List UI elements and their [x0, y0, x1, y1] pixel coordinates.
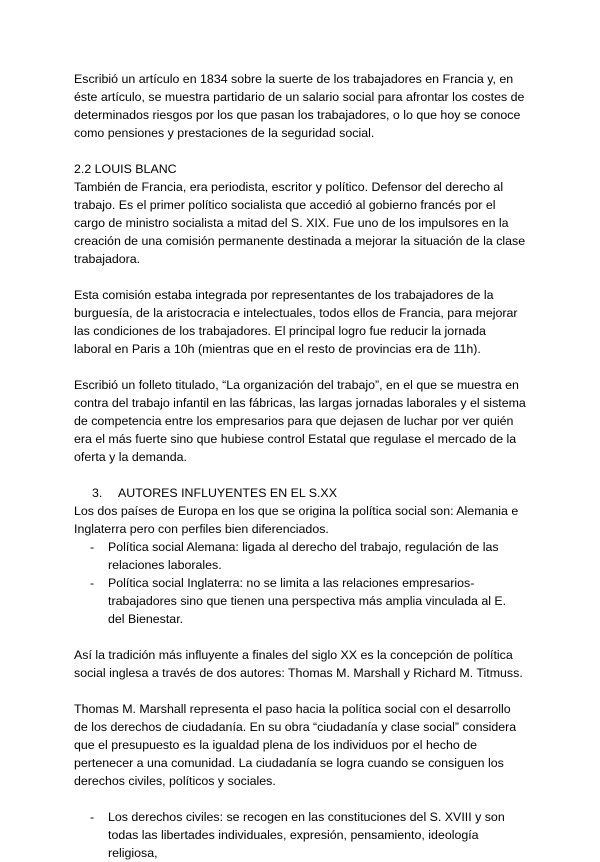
list-item [74, 808, 526, 862]
derechos-list [74, 808, 526, 862]
section-title: AUTORES INFLUYENTES EN EL S.XX [118, 486, 337, 500]
paragraph-louis-blanc-bio: También de Francia, era periodista, escritor y político. Defensor del derecho al trabajo. Es el primer político socialista que accedió al gobierno francés por el cargo de ministro socialista a mitad del S. XIX. Fue uno de los impulsores en la creación de una comisión permanente destinada a mejorar la situación de la clase trabajadora. [74, 180, 526, 266]
list-item-text: Política social Inglaterra: no se limita a las relaciones empresarios-trabajadores sino que tienen una perspectiva más amplia vinculada al E. del Bienestar. [108, 576, 507, 626]
list-item [74, 574, 526, 628]
paragraph-paises-europa: Los dos países de Europa en los que se origina la política social son: Alemania e Inglaterra pero con perfiles bien diferenciados. [74, 504, 519, 536]
paragraph-tradicion-inglesa: Así la tradición más influyente a finales del siglo XX es la concepción de política social inglesa a través de dos autores: Thomas M. Marshall y Richard M. Titmuss. [74, 648, 523, 680]
paragraph-marshall: Thomas M. Marshall representa el paso hacia la política social con el desarrollo de los derechos de ciudadanía. En su obra “ciudadanía y clase social” considera que el presupuesto es la igualdad plena de los individuos por el hecho de pertenecer a una comunidad. La ciudadanía se logra cuando se consiguen los derechos civiles, políticos y sociales. [74, 702, 517, 788]
dash-bullet: - [90, 810, 95, 824]
list-item-text: Los derechos civiles: se recogen en las constituciones del S. XVIII y son todas las libertades individuales, expresión, pensamiento, ideología religiosa, [108, 810, 505, 860]
dash-bullet: - [90, 576, 95, 590]
section-number: 3. [92, 486, 103, 500]
paragraph-owen-article: Escribió un artículo en 1834 sobre la suerte de los trabajadores en Francia y, en éste artículo, se muestra partidario de un salario social para afrontar los costes de determinados riesgos por los que pasan los trabajadores, o lo que hoy se conoce como pensiones y prestaciones de la seguridad social. [74, 72, 525, 140]
list-item [74, 538, 526, 574]
paragraph-comision: Esta comisión estaba integrada por representantes de los trabajadores de la burguesía, de la aristocracia e intelectuales, todos ellos de Francia, para mejorar las condiciones de los trabajadores. El principal logro fue reducir la jornada laboral en Paris a 10h (mientras que en el resto de provincias era de 11h). [74, 288, 518, 356]
dash-bullet: - [90, 540, 95, 554]
list-item-text: Política social Alemana: ligada al derecho del trabajo, regulación de las relaciones laborales. [108, 540, 499, 572]
paragraph-folleto: Escribió un folleto titulado, “La organización del trabajo”, en el que se muestra en contra del trabajo infantil en las fábricas, las largas jornadas laborales y el sistema de competencia entre los empresarios para que dejasen de luchar por ver quién era el más fuerte sino que hubiese control Estatal que regulase el mercado de la oferta y la demanda. [74, 378, 526, 464]
section-heading-louis-blanc: 2.2 LOUIS BLANC [74, 162, 177, 176]
section-heading-autores [74, 484, 526, 502]
politica-social-list [74, 538, 526, 628]
